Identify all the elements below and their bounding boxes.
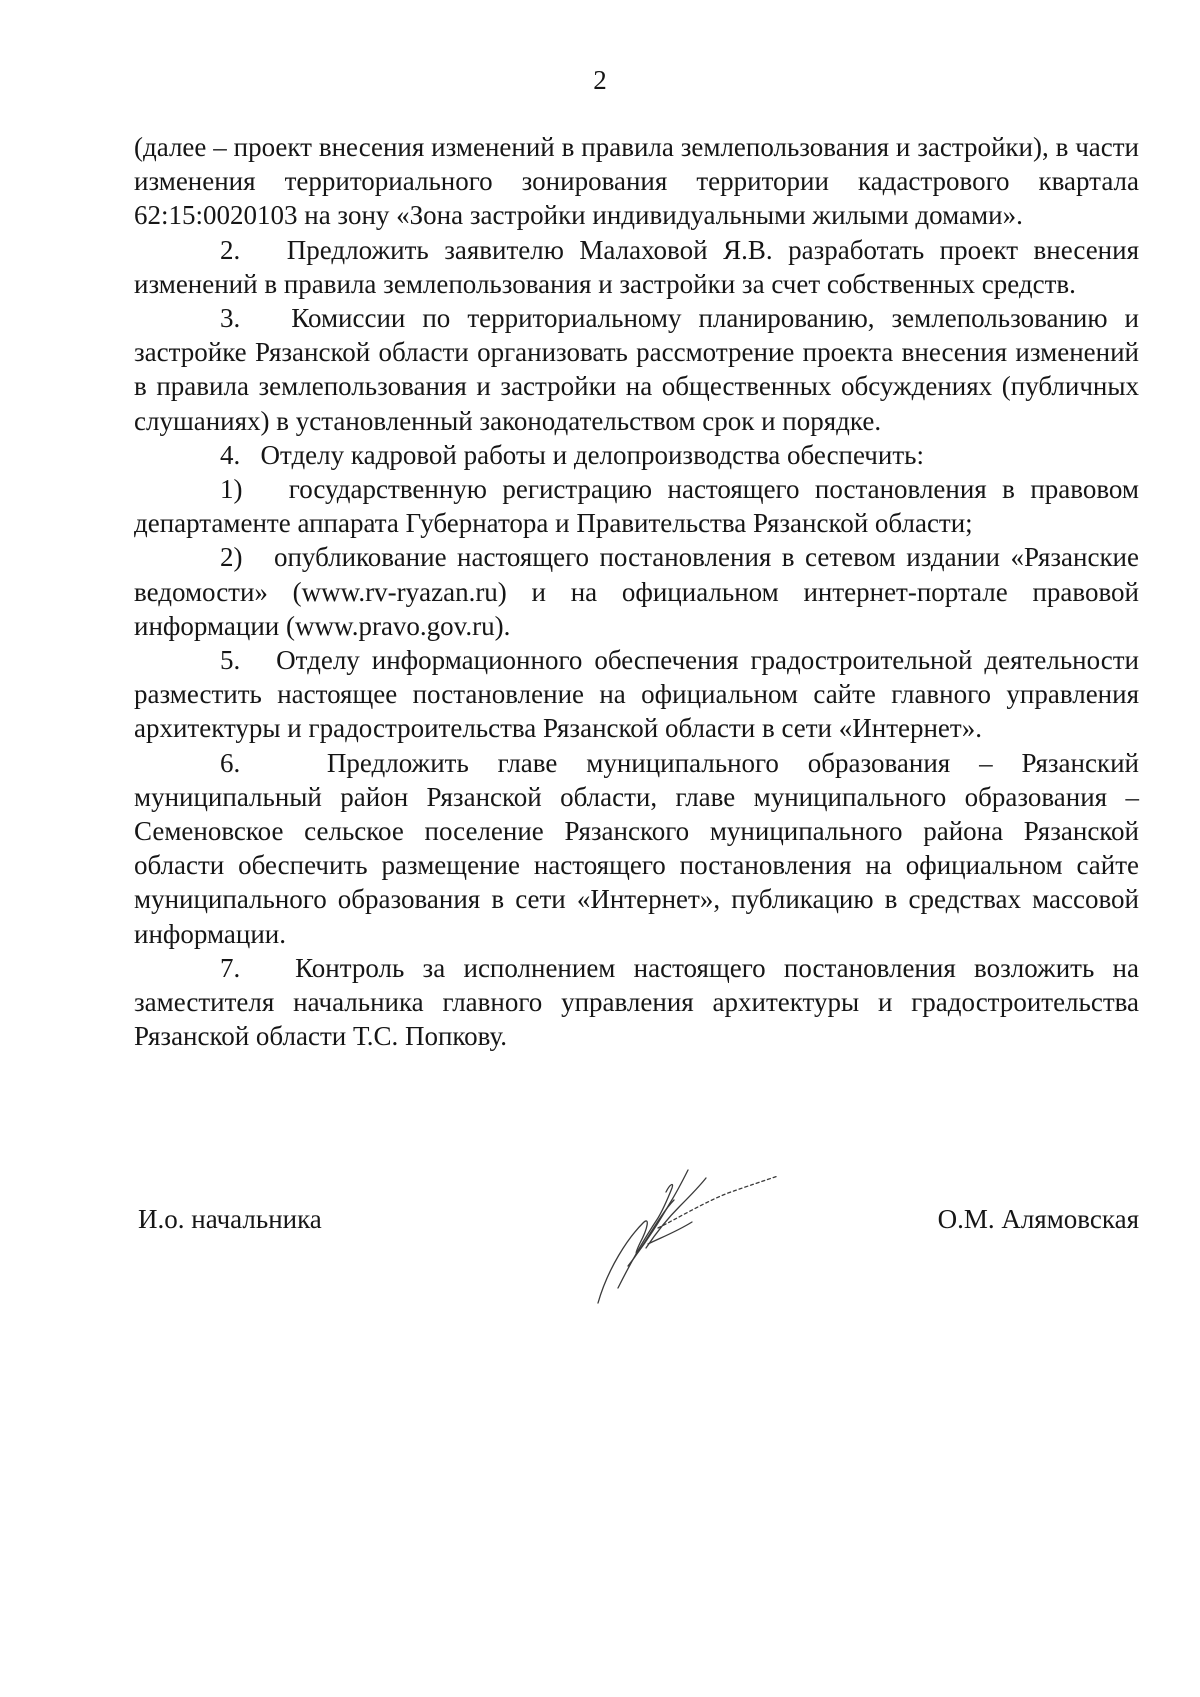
paragraph-item-6: 6. Предложить главе муниципального образования – Рязанский муниципальный район Рязанской области, главе муниципального образования – Семеновское сельское поселение Рязанского муниципального района Рязанской области обеспечить размещение настоящего постановления на официальном сайте муниципального образования в сети «Интернет», публикацию в средствах массовой информации. [134, 747, 1139, 949]
page-number: 2 [593, 65, 607, 95]
paragraph-item-4-1: 1) государственную регистрацию настоящего постановления в правовом департаменте аппарата Губернатора и Правительства Рязанской области; [134, 474, 1139, 539]
handwritten-signature [588, 1148, 788, 1308]
paragraph-item-4: 4. Отделу кадровой работы и делопроизводства обеспечить: [220, 439, 924, 470]
paragraph-item-4-2: 2) опубликование настоящего постановления в сетевом издании «Рязанские ведомости» (www.rv-ryazan.ru) и на официальном интернет-портале правовой информации (www.pravo.gov.ru). [134, 542, 1139, 641]
signer-name: О.М. Алямовская [937, 1204, 1139, 1234]
signer-title: И.о. начальника [138, 1204, 322, 1234]
paragraph-item-3: 3. Комиссии по территориальному планированию, землепользованию и застройке Рязанской области организовать рассмотрение проекта внесения изменений в правила землепользования и застройки на общественных обсуждениях (публичных слушаниях) в установленный законодательством срок и порядке. [134, 303, 1139, 436]
paragraph-item-5: 5. Отделу информационного обеспечения градостроительной деятельности разместить настоящее постановление на официальном сайте главного управления архитектуры и градостроительства Рязанской области в сети «Интернет». [134, 645, 1139, 744]
paragraph-item-2: 2. Предложить заявителю Малаховой Я.В. разработать проект внесения изменений в правила землепользования и застройки за счет собственных средств. [134, 234, 1139, 299]
paragraph-intro: (далее – проект внесения изменений в правила землепользования и застройки), в части изменения территориального зонирования территории кадастрового квартала 62:15:0020103 на зону «Зона застройки индивидуальными жилыми домами». [134, 132, 1139, 231]
document-body [134, 130, 1139, 1053]
paragraph-item-7: 7. Контроль за исполнением настоящего постановления возложить на заместителя начальника главного управления архитектуры и градостроительства Рязанской области Т.С. Попкову. [134, 952, 1139, 1052]
